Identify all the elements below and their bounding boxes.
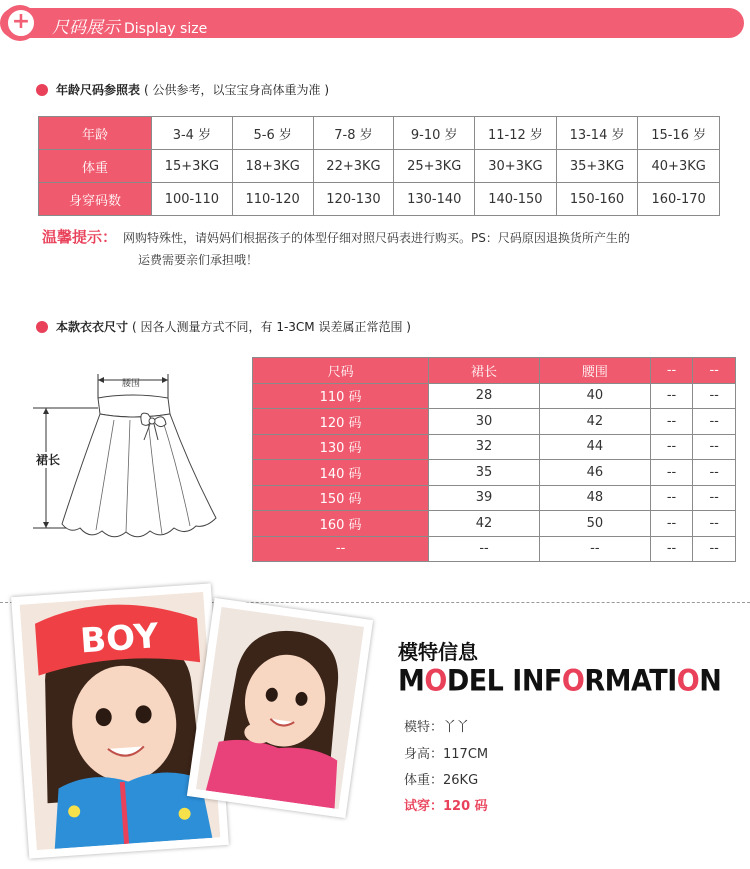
length-label: 裙长 xyxy=(36,453,61,467)
model-height: 身高：117CM xyxy=(404,747,489,762)
table-cell: 32 xyxy=(429,434,540,460)
banner-title-cn: 尺码展示 xyxy=(52,18,120,38)
waist-label: 腰围 xyxy=(122,379,141,389)
table-cell: -- xyxy=(693,485,736,511)
banner-title-en: Display size xyxy=(124,21,208,37)
size-cell: 110 码 xyxy=(253,383,429,409)
table-cell: -- xyxy=(693,511,736,537)
model-photo-1 xyxy=(11,583,229,858)
table-cell: 35+3KG xyxy=(556,150,638,183)
table-row xyxy=(253,536,736,562)
table-row xyxy=(39,150,720,183)
table-header-row xyxy=(253,358,736,384)
column-header: 腰围 xyxy=(539,358,650,384)
skirt-diagram xyxy=(30,368,220,548)
table-row xyxy=(39,183,720,216)
tip-line-1 xyxy=(42,226,732,249)
row-header: 年龄 xyxy=(39,117,152,150)
table-cell: -- xyxy=(650,485,693,511)
plus-icon: + xyxy=(6,8,36,38)
table-cell: 3-4 岁 xyxy=(152,117,233,150)
table-cell: 5-6 岁 xyxy=(232,117,313,150)
model-name: 模特：丫丫 xyxy=(404,720,470,735)
table-cell: -- xyxy=(650,383,693,409)
table-cell: -- xyxy=(650,409,693,435)
table-row xyxy=(253,485,736,511)
column-header: 尺码 xyxy=(253,358,429,384)
section-title: 年龄尺码参照表 xyxy=(56,83,141,97)
table-cell: 35 xyxy=(429,460,540,486)
column-header: -- xyxy=(650,358,693,384)
table-row xyxy=(253,434,736,460)
table-cell: 7-8 岁 xyxy=(313,117,394,150)
model-info-title-cn: 模特信息 xyxy=(398,640,478,664)
size-cell: 140 码 xyxy=(253,460,429,486)
table-cell: 42 xyxy=(429,511,540,537)
table-cell: 44 xyxy=(539,434,650,460)
table-cell: 140-150 xyxy=(475,183,557,216)
table-row xyxy=(253,383,736,409)
table-cell: -- xyxy=(429,536,540,562)
bullet-dot-icon xyxy=(36,321,48,333)
table-cell: 30+3KG xyxy=(475,150,557,183)
column-header: 裙长 xyxy=(429,358,540,384)
table-cell: -- xyxy=(693,383,736,409)
table-cell: 120-130 xyxy=(313,183,394,216)
table-cell: 50 xyxy=(539,511,650,537)
section-title: 本款衣衣尺寸 xyxy=(56,320,129,334)
table-cell: 25+3KG xyxy=(394,150,475,183)
table-cell: 100-110 xyxy=(152,183,233,216)
cap-text: BOY xyxy=(78,616,160,662)
section-note: ( 因各人测量方式不同，有 1-3CM 误差属正常范围 ) xyxy=(132,320,411,334)
table-row xyxy=(253,409,736,435)
table-cell: 160-170 xyxy=(638,183,720,216)
size-cell: -- xyxy=(253,536,429,562)
table-cell: 11-12 岁 xyxy=(475,117,557,150)
size-cell: 120 码 xyxy=(253,409,429,435)
table-row xyxy=(253,511,736,537)
size-cell: 150 码 xyxy=(253,485,429,511)
table-cell: -- xyxy=(650,434,693,460)
row-header: 体重 xyxy=(39,150,152,183)
tip-text-2: 运费需要亲们承担哦！ xyxy=(138,253,259,267)
model-tryon-size: 试穿：120 码 xyxy=(404,799,488,814)
table-cell: -- xyxy=(650,511,693,537)
table-cell: 9-10 岁 xyxy=(394,117,475,150)
size-cell: 130 码 xyxy=(253,434,429,460)
banner-title xyxy=(52,13,207,38)
table-cell: -- xyxy=(650,460,693,486)
tip-text-1: 网购特殊性，请妈妈们根据孩子的体型仔细对照尺码表进行购买。PS：尺码原因退换货所产生的 xyxy=(123,231,630,245)
bullet-dot-icon xyxy=(36,84,48,96)
model-photo-2 xyxy=(187,598,373,818)
table-cell: 46 xyxy=(539,460,650,486)
table-cell: 48 xyxy=(539,485,650,511)
table-cell: 40 xyxy=(539,383,650,409)
model-info-title-en: MODEL INFORMATION xyxy=(398,664,722,699)
row-header: 身穿码数 xyxy=(39,183,152,216)
table-cell: 28 xyxy=(429,383,540,409)
table-cell: -- xyxy=(693,460,736,486)
table-cell: 42 xyxy=(539,409,650,435)
table-cell: -- xyxy=(693,536,736,562)
size-cell: 160 码 xyxy=(253,511,429,537)
section-note: ( 公供参考，以宝宝身高体重为准 ) xyxy=(144,83,330,97)
tip-label: 温馨提示： xyxy=(42,228,118,246)
table-cell: 15+3KG xyxy=(152,150,233,183)
table-cell: -- xyxy=(650,536,693,562)
section-age-size-header xyxy=(36,81,329,98)
table-cell: 39 xyxy=(429,485,540,511)
model-weight: 体重：26KG xyxy=(404,773,479,788)
age-size-table xyxy=(38,116,720,216)
table-row xyxy=(253,460,736,486)
table-cell: -- xyxy=(693,434,736,460)
table-cell: -- xyxy=(539,536,650,562)
table-cell: 13-14 岁 xyxy=(556,117,638,150)
table-cell: -- xyxy=(693,409,736,435)
table-cell: 150-160 xyxy=(556,183,638,216)
table-cell: 30 xyxy=(429,409,540,435)
table-cell: 40+3KG xyxy=(638,150,720,183)
header-banner xyxy=(0,8,744,38)
table-cell: 130-140 xyxy=(394,183,475,216)
warm-tip xyxy=(42,226,732,271)
section-garment-size-header xyxy=(36,318,411,335)
table-cell: 18+3KG xyxy=(232,150,313,183)
table-row xyxy=(39,117,720,150)
table-cell: 22+3KG xyxy=(313,150,394,183)
column-header: -- xyxy=(693,358,736,384)
table-cell: 110-120 xyxy=(232,183,313,216)
garment-size-table xyxy=(252,357,736,562)
table-cell: 15-16 岁 xyxy=(638,117,720,150)
